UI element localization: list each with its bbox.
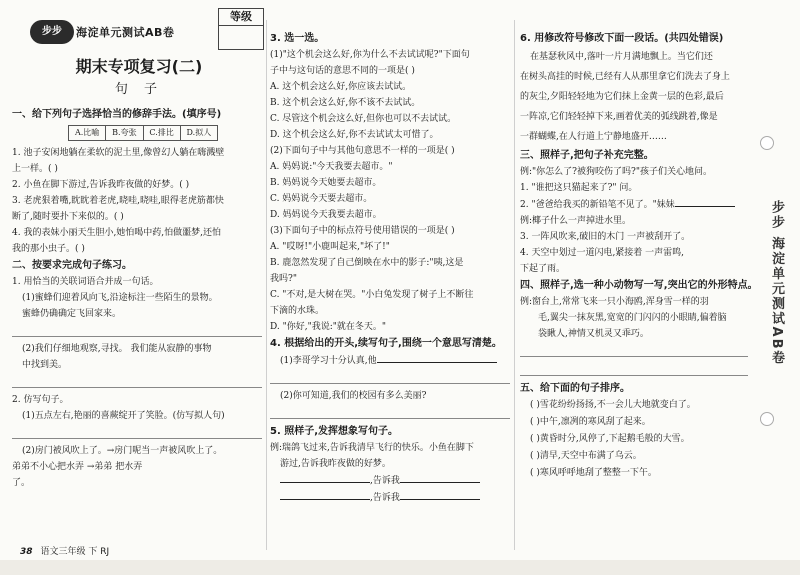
q3-line: A. 妈妈说:"今天我要去超市。"	[270, 162, 393, 172]
option-b: B.夸张	[106, 126, 143, 140]
q3-heading: 3. 选一选。	[270, 33, 325, 44]
page-number: 38	[20, 547, 33, 557]
q3-line: B. 这个机会这么好,你不该不去试试。	[270, 98, 421, 108]
answer-line[interactable]	[270, 404, 510, 419]
column-divider	[266, 20, 267, 550]
q5-c-text: ,告诉我	[370, 476, 400, 486]
s1-line[interactable]: 我的那小虫子。( )	[12, 244, 85, 254]
s3-q3[interactable]: 3. 一阵风吹来,破旧的木门 一声被刮开了。	[520, 232, 691, 242]
answer-line[interactable]	[12, 322, 262, 337]
s3-example-2: 例:椰子什么一声掉进水里。	[520, 216, 632, 226]
s1-line[interactable]: 断了,随时要扑下来似的。( )	[12, 212, 124, 222]
s3-q4b: 下起了雨。	[520, 264, 566, 274]
binding-hole	[760, 136, 774, 150]
q6-line: 一群蝴蝶,在人行道上宁静地盛开……	[520, 132, 667, 142]
left-column	[12, 10, 266, 491]
page-subtitle: 句 子	[114, 82, 164, 97]
answer-line[interactable]	[270, 369, 510, 384]
s2-q2: 2. 仿写句子。	[12, 395, 69, 405]
banner	[12, 10, 266, 50]
binding-hole	[760, 412, 774, 426]
s2-q2b3: 了。	[12, 478, 31, 488]
section-5-heading: 五、给下面的句子排序。	[520, 383, 630, 394]
order-item[interactable]: ( )雪花纷纷扬扬,不一会儿大地就变白了。	[530, 400, 696, 410]
s3-q4[interactable]: 4. 天空中划过一道闪电,紧接着 一声雷鸣,	[520, 248, 685, 258]
column-divider	[514, 20, 515, 550]
q3-line[interactable]: (3)下面句子中的标点符号使用错误的一项是( )	[270, 226, 455, 236]
q3-line[interactable]: 子中与这句话的意思不同的一项是( )	[270, 66, 415, 76]
answer-blank[interactable]	[400, 472, 480, 483]
q3-line[interactable]: (2)下面句子中与其他句意思不一样的一项是( )	[270, 146, 455, 156]
q4-heading: 4. 根据给出的开头,续写句子,围绕一个意思写清楚。	[270, 338, 502, 349]
order-item[interactable]: ( )清早,天空中布满了乌云。	[530, 451, 642, 461]
order-item[interactable]: ( )寒风呼呼地刮了整整一下午。	[530, 468, 657, 478]
order-item[interactable]: ( )中午,凛冽的寒风刮了起来。	[530, 417, 651, 427]
footer-subject: 语文三年级 下 RJ	[40, 547, 110, 557]
q3-line: C. 妈妈说今天要去超市。	[270, 194, 373, 204]
s2-q1b: (2)我们仔细地观察,寻找。 我们能从寂静的事物	[22, 344, 212, 354]
answer-line[interactable]	[520, 342, 748, 357]
q6-line: 在基瑟秋风中,落叶一片月满地飘上。当它们还	[530, 52, 713, 62]
s3-q2-text: 2. "爸爸给我买的新铅笔不见了。"妹妹	[520, 200, 675, 210]
answer-line[interactable]	[12, 424, 262, 439]
q3-line: D. "你好,"我说:"就在冬天。"	[270, 322, 387, 332]
series-name: 海淀单元测试AB卷	[76, 26, 175, 39]
s1-line: 1. 池子安闲地躺在柔软的泥土里,像曾幻人躺在嗨溅壁	[12, 148, 225, 158]
q4-b: (2)你可知道,我们的校园有多么美丽?	[280, 391, 427, 401]
q3-line: C. "不对,是大树在哭。"小白兔发现了树子上不断往	[270, 290, 474, 300]
page-title: 期末专项复习(二)	[75, 57, 203, 76]
brand-logo: 步步	[30, 20, 74, 44]
answer-line[interactable]	[12, 373, 262, 388]
s2-q2b2[interactable]: 弟弟不小心把水弄 →弟弟 把水弄	[12, 462, 143, 472]
q3-line: B. 鹿忽然发现了自己倒映在水中的影子:"咦,这是	[270, 258, 464, 268]
section-3-heading: 三、照样子,把句子补充完整。	[520, 150, 654, 161]
section-1-heading: 一、给下列句子选择恰当的修辞手法。(填序号)	[12, 109, 222, 120]
option-c: C.排比	[144, 126, 181, 140]
q5-example-2: 游过,告诉我昨夜做的好梦。	[280, 459, 391, 469]
q6-line: 一阵凉,它们轻轻掉下来,画着优美的弧线跳着,像是	[520, 112, 718, 122]
q3-line: (1)"这个机会这么好,你为什么不去试试呢?"下面句	[270, 50, 470, 60]
s3-example: 例:"你怎么了?被狗咬伤了吗?"孩子们关心地问。	[520, 167, 712, 177]
order-item[interactable]: ( )黄昏时分,风停了,下起鹅毛般的大雪。	[530, 434, 690, 444]
q3-line: D. 这个机会这么好,你不去试试太可惜了。	[270, 130, 439, 140]
answer-blank[interactable]	[675, 196, 735, 207]
s2-q2b: (2)房门被风吹上了。→房门呢当一声被风吹上了。	[22, 446, 223, 456]
q5-d	[270, 489, 514, 506]
answer-blank[interactable]	[280, 472, 370, 483]
s3-q1[interactable]: 1. "谁把这只猫起来了?" 问。	[520, 183, 638, 193]
q3-line: A. "哎呀!"小鹿叫起来,"坏了!"	[270, 242, 390, 252]
page-bottom-edge	[0, 560, 800, 575]
footer	[20, 544, 109, 557]
q3-line: A. 这个机会这么好,你应该去试试。	[270, 82, 412, 92]
q6-heading: 6. 用修改符号修改下面一段话。(共四处错误)	[520, 33, 724, 44]
rhetoric-options	[68, 125, 218, 141]
q3-line: D. 妈妈说今天我要去超市。	[270, 210, 382, 220]
q3-line: C. 尽管这个机会这么好,但你也可以不去试试。	[270, 114, 457, 124]
answer-blank[interactable]	[280, 489, 370, 500]
s1-line: 4. 我的表妹小丽天生胆小,她怕喝中药,怕做噩梦,还怕	[12, 228, 222, 238]
q6-line: 在树头高挂的时候,已经有人从那里拿它们洗去了身上	[520, 72, 730, 82]
grade-box[interactable]	[218, 8, 264, 50]
q5-heading: 5. 照样子,发挥想象写句子。	[270, 426, 399, 437]
grade-label: 等级	[219, 9, 263, 26]
q3-line: 下滴的水珠。	[270, 306, 325, 316]
s2-q1a: (1)蜜蜂们迎着风向飞,沿途标注一些陌生的景物。	[22, 293, 218, 303]
section-2-heading: 二、按要求完成句子练习。	[12, 260, 132, 271]
s4-example-3: 袋瞅人,神情又机灵又乖巧。	[538, 329, 649, 339]
answer-line[interactable]	[520, 361, 748, 376]
right-column	[520, 30, 758, 482]
s2-q1: 1. 用恰当的关联词语合并成一句话。	[12, 277, 159, 287]
answer-blank[interactable]	[400, 489, 480, 500]
section-4-heading: 四、照样子,选一种小动物写一写,突出它的外形特点。	[520, 280, 758, 291]
s2-q1a2: 蜜蜂仍确确定飞回家来。	[22, 309, 122, 319]
s2-q2a: (1)五点左右,艳丽的喜蕨绽开了笑脸。(仿写拟人句)	[22, 411, 225, 421]
s3-q2	[520, 196, 752, 213]
s1-line[interactable]: 2. 小鱼在脚下游过,告诉我昨夜做的好梦。( )	[12, 180, 190, 190]
s1-line[interactable]: 上一样。( )	[12, 164, 58, 174]
q4-a-text: (1)李哥学习十分认真,他	[280, 356, 377, 366]
q3-line: 我吗?"	[270, 274, 297, 284]
q3-line: B. 妈妈说今天她要去超市。	[270, 178, 382, 188]
s4-example-2: 毛,翼尖一抹灰黑,宽宽的门闪闪的小眼睛,偏着脑	[538, 313, 727, 323]
middle-column	[270, 30, 514, 506]
q5-example-1: 例:瑞鸽飞过来,告诉我清早飞行的快乐。小鱼在脚下	[270, 443, 474, 453]
side-brand: 步步 海淀单元测试AB卷	[769, 200, 784, 366]
q6-line: 的灰尘,夕阳轻轻地为它们抹上金黄一层的色彩,最后	[520, 92, 724, 102]
answer-blank[interactable]	[377, 352, 497, 363]
q5-d-text: ,告诉我	[370, 493, 400, 503]
q5-c	[270, 472, 514, 489]
option-a: A.比喻	[69, 126, 106, 140]
s1-line: 3. 老虎狠着嘴,眈眈着老虎,晓哇,晓哇,眼得老虎筋都快	[12, 196, 224, 206]
q4-a	[270, 352, 514, 369]
s4-example-1: 例:窗台上,常常飞来一只小海鸥,浑身雪一样的羽	[520, 297, 709, 307]
s2-q1b2: 中找到美。	[22, 360, 68, 370]
option-d: D.拟人	[186, 128, 212, 137]
